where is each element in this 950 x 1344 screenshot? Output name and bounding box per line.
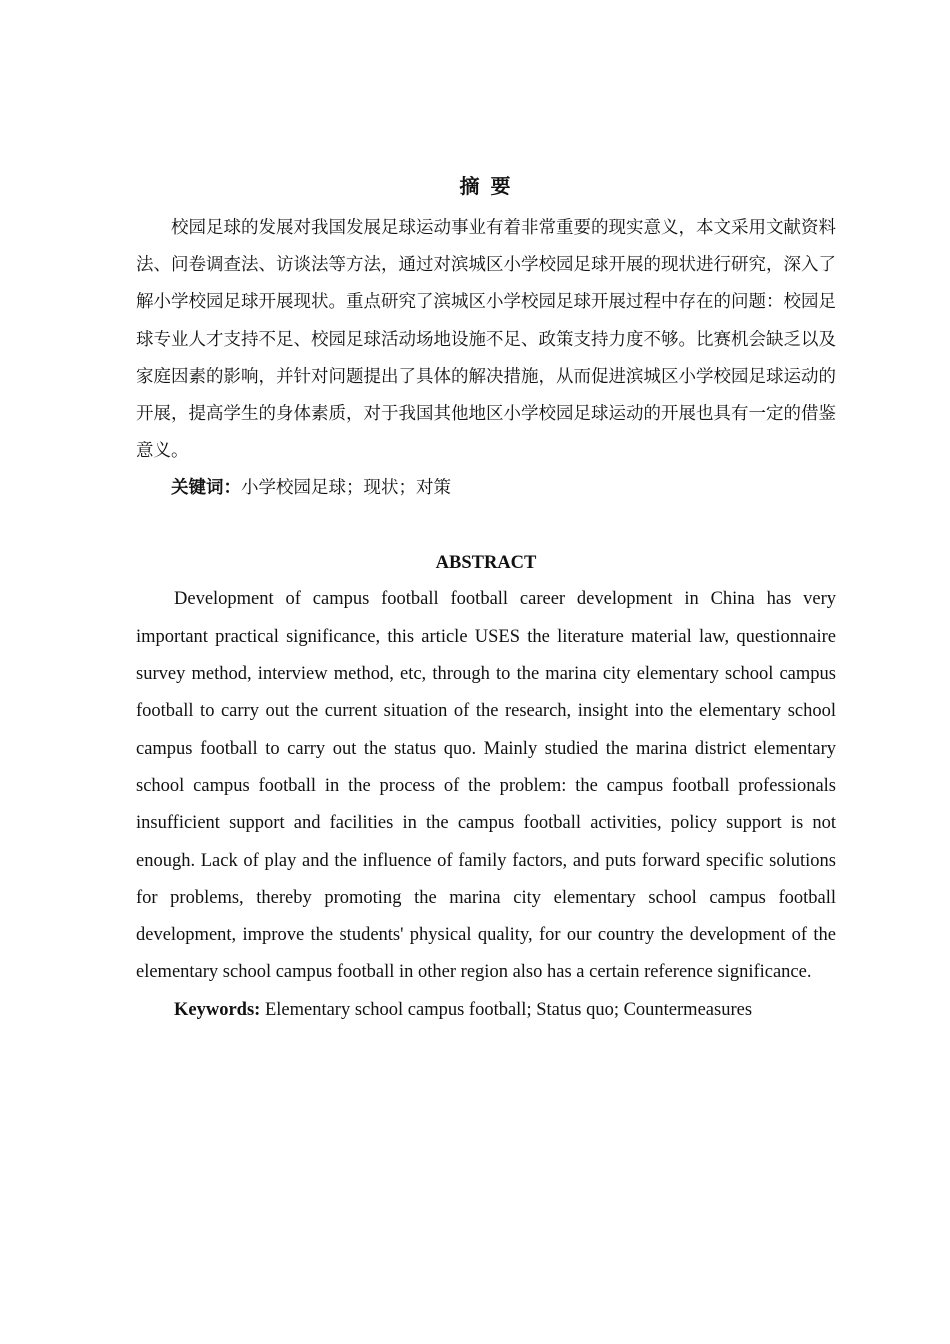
chinese-keywords-label: 关键词： <box>171 478 241 499</box>
chinese-keywords-text: 小学校园足球；现状；对策 <box>241 478 451 499</box>
english-abstract-title: ABSTRACT <box>435 553 537 574</box>
chinese-abstract-title: 摘 要 <box>459 174 513 198</box>
english-keywords-label: Keywords: <box>174 999 261 1020</box>
chinese-abstract-body: 校园足球的发展对我国发展足球运动事业有着非常重要的现实意义，本文采用文献资料法、问卷调查法、访谈法等方法，通过对滨城区小学校园足球开展的现状进行研究，深入了解小学校园足球开展现状。重点研究了滨城区小学校园足球开展过程中存在的问题：校园足球专业人才支持不足、校园足球活动场地设施不足、政策支持力度不够。比赛机会缺乏以及家庭因素的影响，并针对问题提出了具体的解决措施，从而促进滨城区小学校园足球运动的开展，提高学生的身体素质，对于我国其他地区小学校园足球运动的开展也具有一定的借鉴意义。 <box>136 218 836 462</box>
document-page <box>136 168 836 1029</box>
english-abstract-body: Development of campus football football career development in China has very important practical significance, this article USES the literature material law, questionnaire survey method, interview method, etc, through to the marina city elementary school campus football to carry out the current situation of the research, insight into the elementary school campus football to carry out the status quo. Mainly studied the marina district elementary school campus football in the process of the problem: the campus football professionals insufficient support and facilities in the campus football activities, policy support is not enough. Lack of play and the influence of family factors, and puts forward specific solutions for problems, thereby promoting the marina city elementary school campus football development, improve the students' physical quality, for our country the development of the elementary school campus football in other region also has a certain reference significance. <box>136 589 836 983</box>
english-keywords-text: Elementary school campus football; Status quo; Countermeasures <box>264 999 753 1020</box>
english-keywords-line <box>136 992 836 1029</box>
chinese-keywords-line <box>136 470 836 507</box>
